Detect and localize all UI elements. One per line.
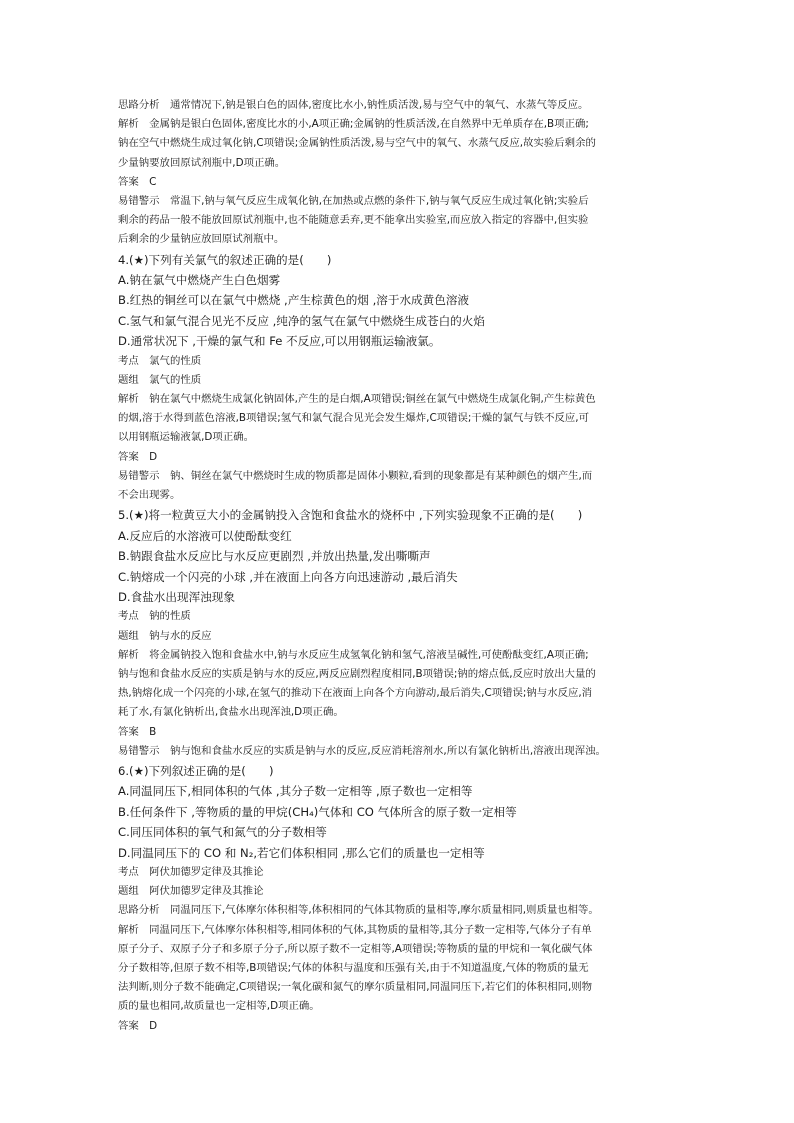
option-d: D.通常状况下 ,干燥的氯气和 Fe 不反应,可以用钢瓶运输液氯。 (118, 334, 441, 349)
explanation-line: 分子数相等,但原子数不相等,B项错误;气体的体积与温度和压强有关,由于不知道温度,气体的物质的量无 (118, 961, 589, 974)
explanation-line: 解析 钠在氯气中燃烧生成氯化钠固体,产生的是白烟,A项错误;铜丝在氯气中燃烧生成氯化铜,产生棕黄色 (118, 393, 596, 406)
explanation-line: 耗了水,有氯化钠析出,食盐水出现浑浊,D项正确。 (118, 706, 344, 719)
warning-line: 易错警示 钠、铜丝在氯气中燃烧时生成的物质都是固体小颗粒,看到的现象都是有某种颜色的烟产生,而 (118, 469, 593, 482)
analysis-line: 思路分析 通常情况下,钠是银白色的固体,密度比水小,钠性质活泼,易与空气中的氧气、水蒸气等反应。 (118, 99, 589, 111)
explanation-line: 少量钠要放回原试剂瓶中,D项正确。 (118, 156, 286, 169)
warning-line: 易错警示 常温下,钠与氧气反应生成氧化钠,在加热或点燃的条件下,钠与氧气反应生成过氧化钠;实验后 (118, 195, 589, 208)
topic-line: 考点 氯气的性质 (118, 354, 202, 367)
warning-line: 剩余的药品一般不能放回原试剂瓶中,也不能随意丢弃,更不能拿出实验室,而应放入指定的容器中,但实验 (118, 214, 589, 227)
topic-line: 考点 钠的性质 (118, 610, 191, 623)
explanation-line: 以用钢瓶运输液氯,D项正确。 (118, 431, 254, 444)
warning-line: 易错警示 钠与饱和食盐水反应的实质是钠与水的反应,反应消耗溶剂水,所以有氯化钠析出,溶液出现浑浊。 (118, 744, 606, 757)
option-b: B.钠跟食盐水反应比与水反应更剧烈 ,并放出热量,发出嘶嘶声 (118, 549, 431, 564)
answer-line: 答案 D (118, 450, 158, 463)
option-d: D.同温同压下的 CO 和 N₂,若它们体积相同 ,那么它们的质量也一定相等 (118, 845, 485, 860)
explanation-line: 的烟,溶于水得到蓝色溶液,B项错误;氢气和氯气混合见光会发生爆炸,C项错误;干燥的氯气与铁不反应,可 (118, 412, 589, 425)
option-a: A.钠在氯气中燃烧产生白色烟雾 (118, 273, 281, 288)
group-line: 题组 钠与水的反应 (118, 629, 212, 642)
explanation-line: 解析 同温同压下,气体摩尔体积相等,相同体积的气体,其物质的量相等,其分子数一定相等,气体分子有单 (118, 923, 592, 936)
option-c: C.同压同体积的氧气和氮气的分子数相等 (118, 825, 327, 840)
option-b: B.任何条件下 ,等物质的量的甲烷(CH₄)气体和 CO 气体所含的原子数一定相等 (118, 804, 517, 819)
explanation-line: 钠在空气中燃烧生成过氧化钠,C项错误;金属钠性质活泼,易与空气中的氧气、水蒸气反应,故实验后剩余的 (118, 137, 596, 150)
question-stem: 4.(★)下列有关氯气的叙述正确的是( ) (118, 252, 332, 267)
question-stem: 5.(★)将一粒黄豆大小的金属钠投入含饱和食盐水的烧杯中 ,下列实验现象不正确的是( ) (118, 508, 583, 523)
question-stem: 6.(★)下列叙述正确的是( ) (118, 763, 274, 778)
warning-line: 后剩余的少量钠应放回原试剂瓶中。 (118, 233, 285, 246)
option-d: D.食盐水出现浑浊现象 (118, 589, 235, 604)
document-page (118, 96, 678, 1036)
option-a: A.反应后的水溶液可以使酚酞变红 (118, 528, 292, 543)
explanation-line: 质的量也相同,故质量也一定相等,D项正确。 (118, 1000, 320, 1013)
explanation-line: 热,钠熔化成一个闪亮的小球,在氢气的推动下在液面上向各个方向游动,最后消失,C项错误;钠与水反应,消 (118, 687, 593, 700)
question-5 (118, 505, 678, 761)
explanation-line: 钠与饱和食盐水反应的实质是钠与水的反应,两反应剧烈程度相同,B项错误;钠的熔点低,反应时放出大量的 (118, 667, 596, 680)
warning-line: 不会出现雾。 (118, 489, 181, 502)
analysis-line: 思路分析 同温同压下,气体摩尔体积相等,体积相同的气体其物质的量相等,摩尔质量相同,则质量也相等。 (118, 904, 599, 917)
option-b: B.红热的铜丝可以在氯气中燃烧 ,产生棕黄色的烟 ,溶于水成黄色溶液 (118, 293, 470, 308)
explanation-line: 法判断,则分子数不能确定,C项错误;一氧化碳和氮气的摩尔质量相同,同温同压下,若它们的体积相同,则物 (118, 981, 593, 994)
answer-line: 答案 C (118, 175, 157, 188)
group-line: 题组 氯气的性质 (118, 373, 202, 386)
group-line: 题组 阿伏加德罗定律及其推论 (118, 885, 264, 898)
topic-line: 考点 阿伏加德罗定律及其推论 (118, 865, 264, 878)
question-6 (118, 761, 678, 1036)
answer-line: 答案 D (118, 1019, 158, 1032)
option-c: C.氢气和氯气混合见光不反应 ,纯净的氢气在氯气中燃烧生成苍白的火焰 (118, 313, 485, 328)
option-a: A.同温同压下,相同体积的气体 ,其分子数一定相等 ,原子数也一定相等 (118, 784, 473, 799)
question-3-explanation (118, 96, 678, 250)
option-c: C.钠熔成一个闪亮的小球 ,并在液面上向各方向迅速游动 ,最后消失 (118, 569, 458, 584)
answer-line: 答案 B (118, 725, 157, 738)
explanation-line: 解析 将金属钠投入饱和食盐水中,钠与水反应生成氢氧化钠和氢气,溶液呈碱性,可使酚酞变红,A项正确; (118, 648, 589, 661)
explanation-line: 解析 金属钠是银白色固体,密度比水的小,A项正确;金属钠的性质活泼,在自然界中无单质存在,B项正确; (118, 118, 589, 131)
question-4 (118, 250, 678, 506)
explanation-line: 原子分子、双原子分子和多原子分子,所以原子数不一定相等,A项错误;等物质的量的甲烷和一氧化碳气体 (118, 942, 593, 955)
